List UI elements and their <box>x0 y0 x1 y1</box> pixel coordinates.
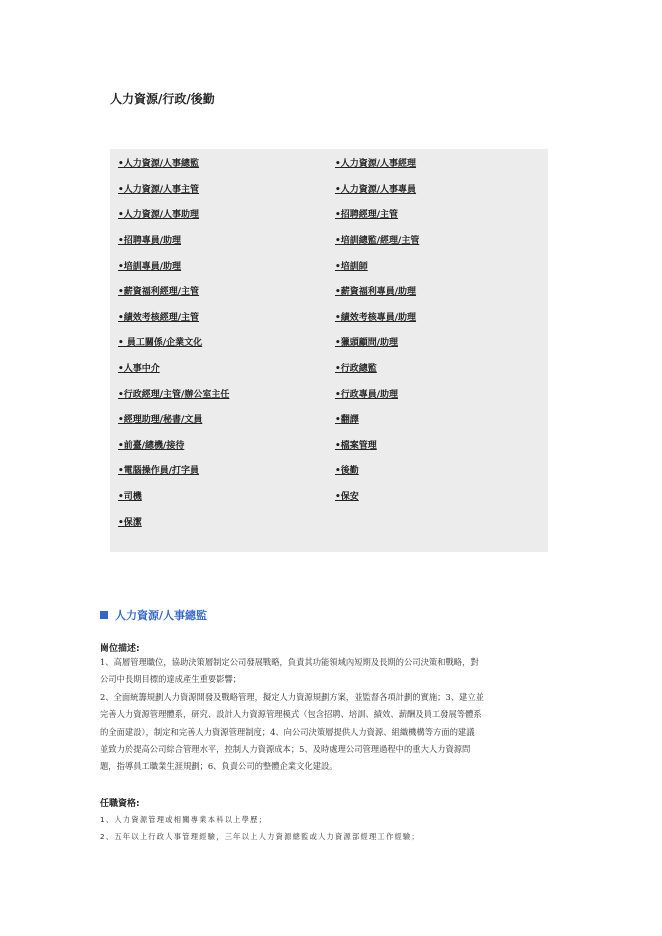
link-training-specialist[interactable]: •培訓專員/助理 <box>118 262 182 272</box>
description-line: 公司中長期目標的達成產生重要影響； <box>100 674 242 685</box>
description-line: 1、高層管理職位，協助決策層制定公司發展戰略，負責其功能領域內短期及長期的公司決策和戰略，對 <box>100 657 479 667</box>
description-text <box>100 654 562 776</box>
link-trainer[interactable]: •培訓師 <box>335 262 368 272</box>
link-admin-specialist[interactable]: •行政專員/助理 <box>335 390 399 400</box>
link-security[interactable]: •保安 <box>335 492 359 502</box>
description-line: 的全面建設），制定和完善人力資源管理制度；4、向公司決策層提供人力資源、組織機構等方面的建議 <box>100 726 475 737</box>
square-bullet-icon <box>100 611 108 619</box>
requirement-line: 2、五年以上行政人事管理經驗，三年以上人力資源總監或人力資源部經理工作經驗； <box>100 832 420 841</box>
description-line: 並致力於提高公司綜合管理水平，控制人力資源成本；5、及時處理公司管理過程中的重大人力資源問 <box>100 744 471 755</box>
link-secretary[interactable]: •經理助理/秘書/文員 <box>118 415 203 425</box>
link-payroll-manager[interactable]: •薪資福利經理/主管 <box>118 287 200 297</box>
link-hr-director[interactable]: •人力資源/人事總監 <box>118 159 200 169</box>
link-hr-specialist[interactable]: •人力資源/人事專員 <box>335 185 417 195</box>
link-performance-manager[interactable]: •績效考核經理/主管 <box>118 313 200 323</box>
description-line: 完善人力資源管理體系，研究、設計人力資源管理模式（包含招聘、培訓、績效、薪酬及員工發展等體系 <box>100 709 482 720</box>
link-driver[interactable]: •司機 <box>118 492 142 502</box>
link-logistics[interactable]: •後勤 <box>335 466 359 476</box>
link-recruit-specialist[interactable]: •招聘專員/助理 <box>118 236 182 246</box>
link-performance-specialist[interactable]: •績效考核專員/助理 <box>335 313 417 323</box>
link-admin-manager[interactable]: •行政經理/主管/辦公室主任 <box>118 390 230 400</box>
link-typist[interactable]: •電腦操作員/打字員 <box>118 466 200 476</box>
job-category-links <box>110 149 548 552</box>
page-title: 人力資源/行政/後勤 <box>110 92 215 106</box>
section-heading <box>100 607 207 623</box>
link-archive-management[interactable]: •檔案管理 <box>335 441 377 451</box>
link-hr-assistant[interactable]: •人力資源/人事助理 <box>118 210 200 220</box>
requirements-label: 任職資格: <box>100 799 140 809</box>
link-cleaner[interactable]: •保潔 <box>118 518 142 528</box>
link-hr-manager[interactable]: •人力資源/人事經理 <box>335 159 417 169</box>
description-line: 題，指導員工職業生涯規劃；6、負責公司的整體企業文化建設。 <box>100 761 338 772</box>
link-training-director[interactable]: •培訓總監/經理/主管 <box>335 236 420 246</box>
link-hr-agency[interactable]: •人事中介 <box>118 364 160 374</box>
description-label: 崗位描述: <box>100 644 140 654</box>
link-hr-supervisor[interactable]: •人力資源/人事主管 <box>118 185 200 195</box>
link-receptionist[interactable]: •前臺/總機/接待 <box>118 441 185 451</box>
link-translator[interactable]: •翻譯 <box>335 415 359 425</box>
requirement-line: 1、人力資源管理或相關專業本科以上學歷； <box>100 815 268 824</box>
link-payroll-specialist[interactable]: •薪資福利專員/助理 <box>335 287 417 297</box>
section-heading-text: 人力資源/人事總監 <box>115 609 208 622</box>
link-headhunter[interactable]: •獵頭顧問/助理 <box>335 338 399 348</box>
description-line: 2、全面統籌規劃人力資源開發及戰略管理，擬定人力資源規劃方案，並監督各項計劃的實施；3、建立並 <box>100 691 484 702</box>
link-recruit-manager[interactable]: •招聘經理/主管 <box>335 210 399 220</box>
link-employee-relations[interactable]: • 員工關係/企業文化 <box>118 338 203 348</box>
link-admin-director[interactable]: •行政總監 <box>335 364 377 374</box>
